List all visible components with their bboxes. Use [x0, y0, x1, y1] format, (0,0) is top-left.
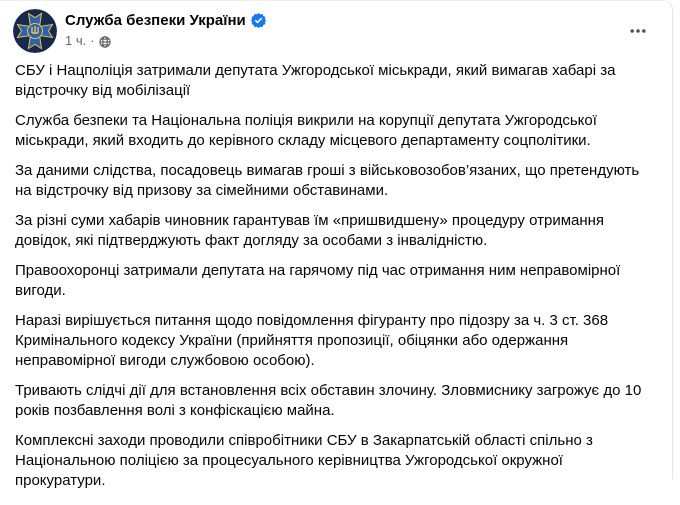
post-paragraph: Комплексні заходи проводили співробітники СБУ в Закарпатській області спільно з Національною поліцією за процесуального керівництва Ужгородської окружної прокуратури.: [15, 432, 598, 489]
post-text: [0, 55, 672, 505]
globe-icon: [99, 36, 111, 48]
post-meta-row: [65, 33, 266, 49]
timestamp[interactable]: 1 ч.: [65, 33, 87, 48]
sbu-emblem-icon: [13, 9, 57, 53]
post-paragraph: Тривають слідчі дії для встановлення всіх обставин злочину. Зловмиснику загрожує до 10 років позбавлення волі з конфіскацією майна.: [15, 382, 646, 419]
page-name-row: [65, 11, 266, 30]
more-options-button[interactable]: [622, 15, 654, 47]
page-name-link[interactable]: Служба безпеки України: [65, 12, 246, 29]
post-paragraph: Наразі вирішується питання щодо повідомлення фігуранту про підозру за ч. 3 ст. 368 Кримінального кодексу України (прийняття пропозиції, обіцянки або одержання неправомірної вигоди службовою особою).: [15, 312, 613, 369]
post-paragraph: СБУ і Нацполіція затримали депутата Ужгородської міськради, який вимагав хабарі за відстрочку від мобілізації: [15, 62, 620, 99]
meta-separator: ·: [90, 33, 95, 48]
page-avatar[interactable]: [13, 9, 57, 53]
ellipsis-icon: [628, 20, 648, 42]
post-paragraph: Правоохоронці затримали депутата на гарячому під час отримання ним неправомірної вигоди.: [15, 262, 625, 299]
header-texts: [65, 9, 266, 49]
post-paragraph: За даними слідства, посадовець вимагав гроші з військовозобов’язаних, що претендують на відстрочку від призову за сімейними обставинами.: [15, 162, 644, 199]
post-header: [0, 1, 672, 55]
verified-badge-icon: [251, 13, 266, 28]
post-paragraph: Служба безпеки та Національна поліція викрили на корупції депутата Ужгородської міськради, який входить до керівного складу місцевого департаменту соцполітики.: [15, 112, 602, 149]
post-paragraph: За різні суми хабарів чиновник гарантував їм «пришвидшену» процедуру отримання довідок, які підтверджують факт догляду за особами з інвалідністю.: [15, 212, 609, 249]
